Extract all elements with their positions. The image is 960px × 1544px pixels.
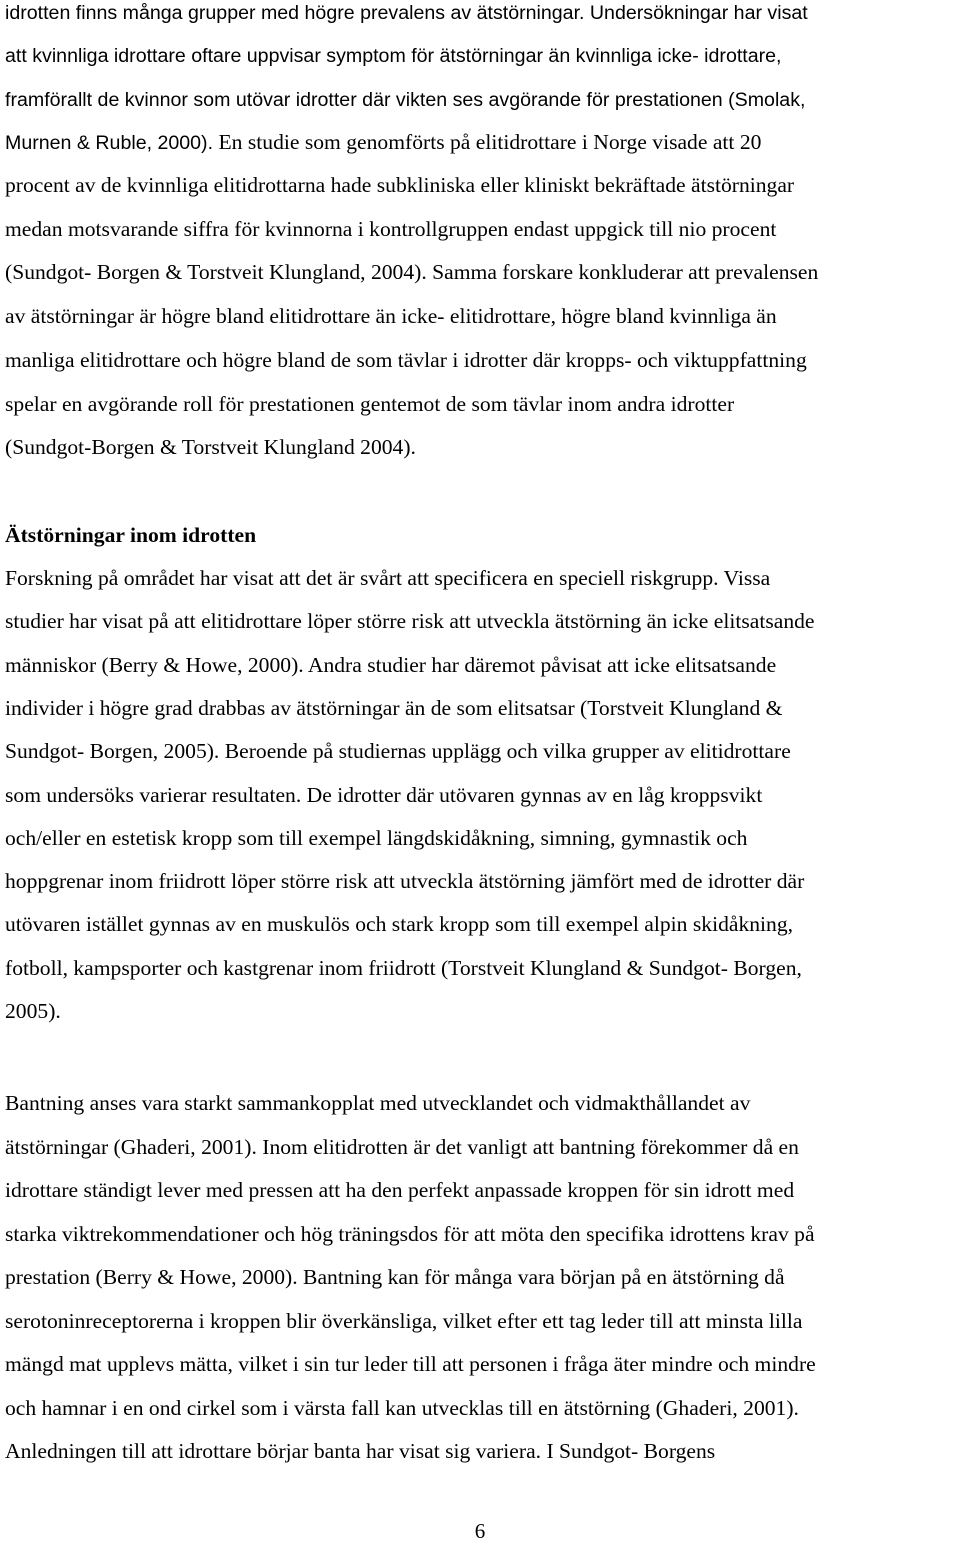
bantning-line: starka viktrekommendationer och hög träningsdos för att möta den specifika idrottens krav på (5, 1222, 815, 1246)
section-line: individer i högre grad drabbas av ätstörningar än de som elitsatsar (Torstveit Klungland & (5, 696, 783, 720)
section-line: hoppgrenar inom friidrott löper större risk att utveckla ätstörning jämfört med de idrotter där (5, 869, 805, 893)
section-line: 2005). (5, 999, 61, 1023)
text-run: idrotten finns många grupper med högre prevalens av ätstörningar. (5, 2, 590, 24)
bantning-line: prestation (Berry & Howe, 2000). Bantning kan för många vara början på en ätstörning då (5, 1265, 785, 1289)
text-run: spelar en avgörande roll för prestationen gentemot de som tävlar inom andra idrotter (5, 392, 735, 416)
bantning-line: serotoninreceptorerna i kroppen blir överkänsliga, vilket efter ett tag leder till att minsta lilla (5, 1309, 803, 1333)
intro-line (5, 0, 808, 28)
text-run: (Sundgot-Borgen & Torstveit Klungland 2004). (5, 435, 416, 459)
section-line: Forskning på området har visat att det är svårt att specificera en speciell riskgrupp. Vissa (5, 566, 771, 590)
section-heading: Ätstörningar inom idrotten (5, 523, 257, 547)
intro-line (5, 301, 777, 331)
text-run: Undersökningar har visat (589, 2, 808, 24)
section-line: fotboll, kampsporter och kastgrenar inom friidrott (Torstveit Klungland & Sundgot- Borgen, (5, 956, 802, 980)
intro-line (5, 345, 807, 375)
bantning-line: ätstörningar (Ghaderi, 2001). Inom elitidrotten är det vanligt att bantning förekommer då en (5, 1135, 799, 1159)
section-line: människor (Berry & Howe, 2000). Andra studier har däremot påvisat att icke elitsatsande (5, 653, 777, 677)
text-run: att kvinnliga idrottare oftare uppvisar symptom för ätstörningar än kvinnliga icke- idrottare, (5, 45, 782, 67)
page-number: 6 (474, 1519, 486, 1543)
intro-line (5, 432, 416, 462)
text-run: medan motsvarande siffra för kvinnorna i kontrollgruppen endast uppgick till nio procent (5, 217, 777, 241)
section-line: studier har visat på att elitidrottare löper större risk att utveckla ätstörning än icke elitsatsande (5, 609, 815, 633)
text-run: En studie som genomförts på elitidrottare i Norge visade att 20 (218, 130, 762, 154)
intro-line (5, 389, 734, 419)
bantning-line: idrottare ständigt lever med pressen att ha den perfekt anpassade kroppen för sin idrott med (5, 1178, 795, 1202)
section-line: som undersöks varierar resultaten. De idrotter där utövaren gynnas av en låg kroppsvikt (5, 783, 763, 807)
text-run: Murnen & Ruble, 2000). (5, 132, 219, 154)
intro-line (5, 257, 818, 287)
bantning-line: mängd mat upplevs mätta, vilket i sin tur leder till att personen i fråga äter mindre och mindre (5, 1352, 816, 1376)
text-run: av ätstörningar är högre bland elitidrottare än icke- elitidrottare, högre bland kvinnliga än (5, 304, 777, 328)
bantning-line: Anledningen till att idrottare börjar banta har visat sig variera. I Sundgot- Borgens (5, 1439, 716, 1463)
text-run: framförallt de kvinnor som utövar idrotter där vikten ses avgörande för prestationen (Smolak, (5, 89, 806, 111)
text-run: (Sundgot- Borgen & Torstveit Klungland, 2004). (5, 260, 433, 284)
bantning-line: Bantning anses vara starkt sammankopplat med utvecklandet och vidmakthållandet av (5, 1091, 751, 1115)
text-run: procent av de kvinnliga elitidrottarna hade subkliniska eller kliniskt bekräftade ätstörningar (5, 173, 795, 197)
text-run: Samma forskare konkluderar att prevalensen (432, 260, 819, 284)
intro-line (5, 170, 794, 200)
intro-line (5, 40, 782, 71)
section-line: och/eller en estetisk kropp som till exempel längdskidåkning, simning, gymnastik och (5, 826, 748, 850)
intro-line (5, 214, 776, 244)
intro-line (5, 127, 761, 158)
section-line: Sundgot- Borgen, 2005). Beroende på studiernas upplägg och vilka grupper av elitidrottare (5, 739, 791, 763)
bantning-line: och hamnar i en ond cirkel som i värsta fall kan utvecklas till en ätstörning (Ghaderi, 2001). (5, 1396, 799, 1420)
section-line: utövaren istället gynnas av en muskulös och stark kropp som till exempel alpin skidåkning, (5, 912, 794, 936)
text-run: manliga elitidrottare och högre bland de som tävlar i idrotter där kropps- och viktuppfattning (5, 348, 807, 372)
intro-line (5, 84, 805, 115)
